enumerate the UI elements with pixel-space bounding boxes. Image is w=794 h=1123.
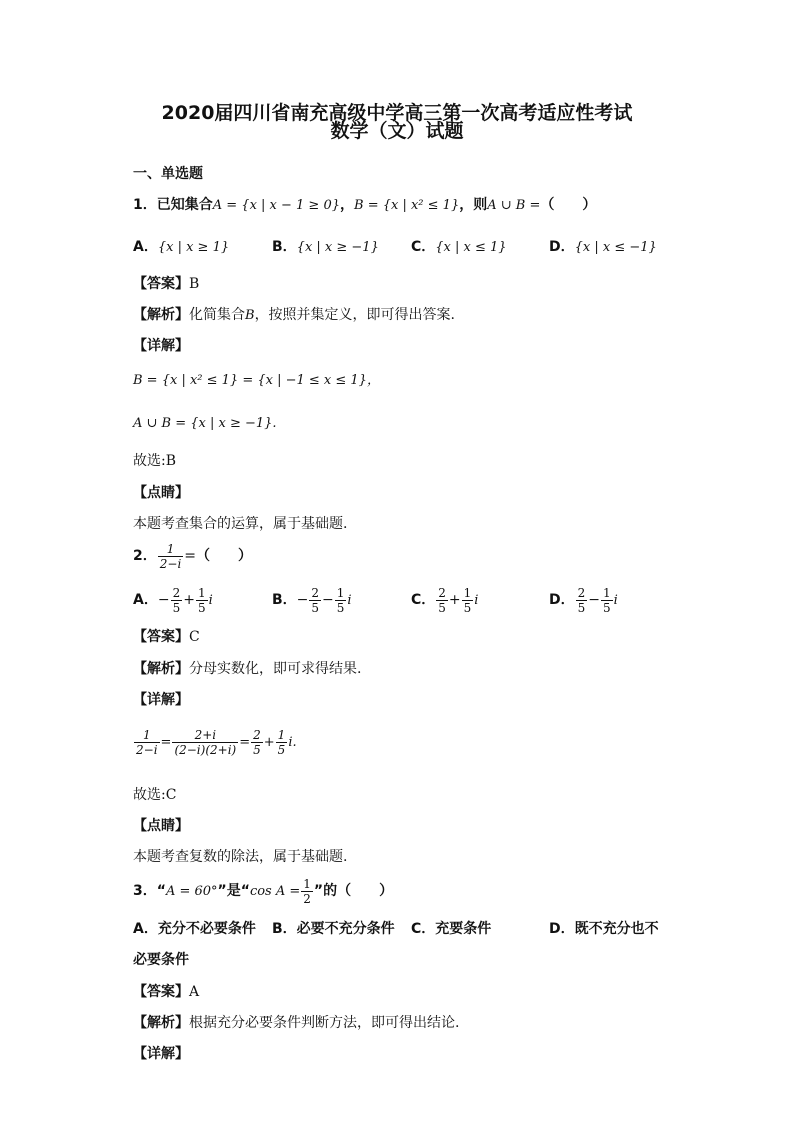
- denominator: 5: [463, 600, 472, 615]
- numerator: 1: [197, 585, 206, 600]
- imag-unit: i: [208, 593, 213, 608]
- denominator: 5: [577, 600, 586, 615]
- q1-option-a: [133, 237, 229, 258]
- q1-comment-label: 【点睛】: [133, 485, 189, 501]
- q1-detail-line1: B = {x | x² ≤ 1} = {x | −1 ≤ x ≤ 1}，: [133, 373, 380, 388]
- numerator: 1: [603, 585, 611, 600]
- fraction: [576, 586, 588, 615]
- fraction: [276, 728, 288, 757]
- q3-detail-label: 【详解】: [133, 1046, 189, 1062]
- denominator: 5: [172, 600, 181, 615]
- q1-detail-label: 【详解】: [133, 338, 189, 354]
- denominator: 2−i: [159, 556, 182, 571]
- q3-option-a: [133, 919, 256, 939]
- q2-option-b: [272, 584, 352, 617]
- numerator: 2: [438, 585, 446, 600]
- option-text: 充要条件: [435, 921, 492, 937]
- option-key: B．: [272, 921, 297, 937]
- set-a: A = {x | x − 1 ≥ 0}: [212, 198, 341, 213]
- stem-text: ”是“: [217, 883, 250, 899]
- denominator: 5: [438, 600, 446, 615]
- operator: +: [183, 592, 195, 608]
- denominator: 2−i: [136, 743, 158, 757]
- numerator: 1: [463, 585, 472, 600]
- fraction: [601, 586, 613, 615]
- operator: +: [448, 592, 461, 608]
- option-text: 既不充分也不: [574, 921, 659, 937]
- plus: +: [263, 735, 275, 750]
- answer-value: B: [189, 276, 200, 292]
- option-text: 必要不充分条件: [296, 921, 395, 937]
- analysis-label: 【解析】: [133, 661, 189, 677]
- q1-analysis: [133, 305, 455, 326]
- sign: −: [157, 592, 170, 608]
- operator: −: [588, 592, 600, 608]
- option-key: B．: [272, 239, 297, 255]
- q1-detail-line2: A ∪ B = {x | x ≥ −1}.: [133, 416, 277, 431]
- analysis-text: 分母实数化，即可求得结果.: [189, 661, 362, 677]
- fraction: [134, 728, 160, 757]
- q2-detail-label: 【详解】: [133, 692, 189, 708]
- q2-detail-equation: [133, 726, 297, 760]
- q1-option-b: [272, 237, 379, 258]
- denominator: 5: [336, 600, 345, 615]
- q2-choice: 故选:C: [133, 787, 177, 803]
- equals: =: [184, 548, 197, 564]
- equals: =: [160, 735, 172, 750]
- option-key: A．: [133, 239, 158, 255]
- numerator: 2: [311, 585, 320, 600]
- operator: −: [322, 592, 334, 608]
- q2-comment: 本题考查复数的除法，属于基础题.: [133, 849, 348, 865]
- option-text: 充分不必要条件: [157, 921, 256, 937]
- denominator: 2: [303, 891, 311, 906]
- document-title: 2020届四川省南充高级中学高三第一次高考适应性考试: [161, 102, 633, 124]
- fraction: [251, 728, 263, 757]
- document-subtitle: 数学（文）试题: [330, 120, 464, 142]
- option-key: C．: [411, 239, 436, 255]
- option-expr: {x | x ≥ 1}: [157, 240, 230, 255]
- answer-paren: （ ）: [540, 197, 597, 213]
- option-key: A．: [133, 921, 158, 937]
- option-key: D．: [549, 921, 575, 937]
- answer-value: A: [189, 984, 200, 1000]
- denominator: 5: [277, 743, 286, 757]
- numerator: 1: [303, 876, 311, 891]
- analysis-text: 化简集合: [189, 307, 245, 323]
- equals: =: [239, 735, 251, 750]
- question-2-stem: [133, 540, 252, 572]
- imag-unit: i: [474, 593, 479, 608]
- imag-unit: i: [347, 593, 352, 608]
- question-1-stem: [133, 195, 596, 216]
- q3-option-d: [549, 919, 659, 939]
- denominator: 5: [253, 743, 261, 757]
- q3-option-d-wrap: 必要条件: [133, 952, 189, 968]
- q2-option-c: [411, 584, 478, 617]
- analysis-var: B: [245, 308, 255, 323]
- numerator: 2: [577, 585, 586, 600]
- answer-label: 【答案】: [133, 629, 189, 645]
- set-b: B = {x | x² ≤ 1}: [354, 198, 460, 213]
- denominator: (2−i)(2+i): [174, 743, 237, 757]
- numerator: 1: [158, 542, 184, 557]
- numerator: 1: [277, 728, 286, 742]
- fraction: [301, 877, 313, 906]
- denominator: 5: [197, 600, 206, 615]
- q2-option-d: [549, 584, 618, 617]
- fraction: [462, 586, 474, 615]
- analysis-text: 根据充分必要条件判断方法，即可得出结论.: [189, 1015, 460, 1031]
- option-key: D．: [549, 592, 575, 608]
- option-key: A．: [133, 592, 158, 608]
- option-key: C．: [411, 921, 436, 937]
- section-heading: 一、单选题: [133, 166, 203, 182]
- stem-text-2: ”的（ ）: [313, 883, 394, 899]
- answer-label: 【答案】: [133, 276, 189, 292]
- denominator: 5: [311, 600, 320, 615]
- numerator: 1: [134, 728, 160, 743]
- fraction: [309, 586, 321, 615]
- q2-analysis: [133, 659, 361, 679]
- question-number: 1．: [133, 197, 157, 213]
- q1-comment: 本题考查集合的运算，属于基础题.: [133, 516, 348, 532]
- option-key: D．: [549, 239, 575, 255]
- analysis-text-2: ，按照并集定义，即可得出答案.: [254, 307, 456, 323]
- option-expr: {x | x ≤ 1}: [435, 240, 507, 255]
- answer-paren: （ ）: [196, 548, 253, 564]
- q3-option-c: [411, 919, 491, 939]
- analysis-label: 【解析】: [133, 1015, 189, 1031]
- q1-answer: [133, 274, 199, 294]
- cos-expr: cos A =: [249, 884, 301, 899]
- fraction: [335, 586, 347, 615]
- union-expr: A ∪ B =: [487, 198, 541, 213]
- q2-comment-label: 【点睛】: [133, 818, 189, 834]
- stem-text-2: ，则: [459, 197, 488, 213]
- numerator: 2: [253, 728, 261, 742]
- question-3-stem: [133, 874, 393, 909]
- angle-expr: A = 60°: [165, 884, 218, 899]
- q2-answer: [133, 627, 200, 647]
- imag-unit: i: [613, 593, 618, 608]
- question-number: 3．: [133, 883, 157, 899]
- denominator: 5: [603, 600, 611, 615]
- option-key: B．: [272, 592, 297, 608]
- quote-open: “: [156, 883, 166, 899]
- stem-text: 已知集合: [156, 197, 213, 213]
- q2-option-a: [133, 584, 213, 617]
- numerator: 2: [172, 585, 181, 600]
- q1-option-d: [549, 237, 657, 258]
- q3-option-b: [272, 919, 395, 939]
- option-key: C．: [411, 592, 436, 608]
- option-expr: {x | x ≤ −1}: [574, 240, 657, 255]
- numerator: 1: [336, 585, 345, 600]
- option-expr: {x | x ≥ −1}: [296, 240, 379, 255]
- analysis-label: 【解析】: [133, 307, 189, 323]
- q3-answer: [133, 982, 199, 1002]
- question-number: 2．: [133, 548, 157, 564]
- fraction: [171, 586, 183, 615]
- stem-fraction: [158, 542, 184, 571]
- fraction: [196, 586, 208, 615]
- comma: ，: [340, 197, 355, 213]
- fraction: [436, 586, 448, 615]
- numerator: 2+i: [172, 728, 238, 743]
- sign: −: [296, 592, 309, 608]
- q1-choice: 故选:B: [133, 453, 177, 469]
- answer-value: C: [189, 629, 200, 645]
- q3-analysis: [133, 1013, 459, 1033]
- imag-unit: i.: [288, 735, 297, 750]
- answer-label: 【答案】: [133, 984, 189, 1000]
- fraction: [172, 728, 238, 757]
- q1-option-c: [411, 237, 507, 258]
